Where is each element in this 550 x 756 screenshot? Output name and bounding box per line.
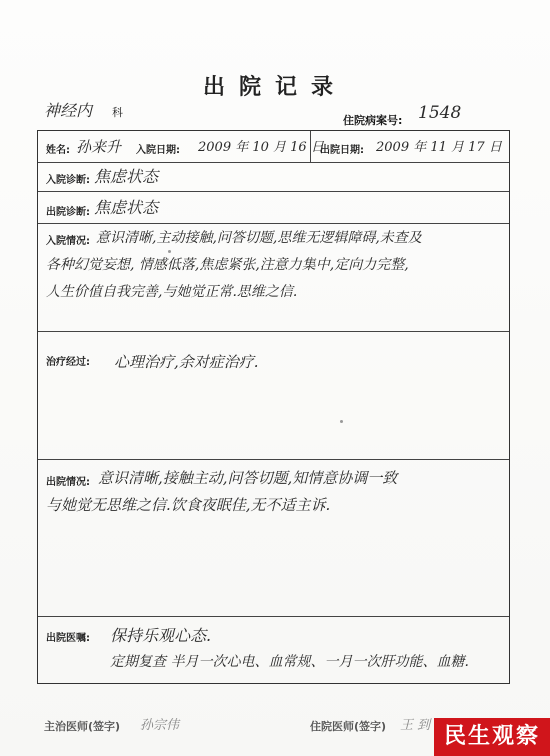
discharge-diagnosis-value: 焦虑状态 (94, 198, 159, 217)
admission-date-label: 入院日期: (136, 145, 180, 156)
divider (38, 162, 509, 163)
divider (38, 616, 509, 617)
name-label: 姓名: (46, 145, 70, 156)
divider (38, 223, 509, 224)
resident-physician-signature: 王 到 (400, 718, 431, 733)
admission-condition-label: 入院情况: (46, 236, 90, 247)
discharge-orders-line2: 定期复查 半月一次心电、血常规、一月一次肝功能、血糖. (110, 654, 469, 670)
attending-physician-label: 主治医师(签字) (44, 720, 121, 733)
record-table (37, 130, 510, 684)
discharge-orders-label: 出院医嘱: (46, 633, 90, 644)
treatment-text: 心理治疗,余对症治疗. (114, 353, 259, 371)
attending-physician-signature: 孙宗伟 (140, 718, 180, 733)
treatment-label: 治疗经过: (46, 357, 90, 368)
divider (38, 191, 509, 192)
department-handwritten: 神经内 (44, 101, 93, 120)
discharge-date-value: 2009 年 11 月 17 日 (376, 140, 502, 155)
divider (38, 331, 509, 332)
admission-diagnosis-label: 入院诊断: (46, 175, 90, 186)
record-number-value: 1548 (418, 103, 462, 123)
resident-physician-label: 住院医师(签字) (310, 720, 387, 733)
scan-speck (340, 420, 343, 423)
divider (310, 131, 311, 162)
divider (38, 459, 509, 460)
patient-name: 孙来升 (76, 138, 122, 156)
department-suffix: 科 (112, 106, 123, 119)
discharge-condition-text: 意识清晰,接触主动,问答切题,知情意协调一致 与她觉无思维之信.饮食夜眠佳,无不适主诉. (46, 469, 398, 514)
discharge-condition-label: 出院情况: (46, 477, 90, 488)
discharge-date-label: 出院日期: (320, 145, 364, 156)
watermark-badge: 民生观察 (434, 718, 550, 756)
discharge-orders-line1: 保持乐观心态. (110, 626, 212, 645)
admission-condition-text: 意识清晰,主动接触,问答切题,思维无逻辑障碍,未查及 各种幻觉妄想, 情感低落,焦虑紧张,注意力集中,定向力完整, 人生价值自我完善,与她觉正常.思维之信. (46, 230, 422, 300)
admission-date-value: 2009 年 10 月 16 日 (198, 140, 324, 155)
page-title: 出院记录 (202, 75, 347, 100)
scan-speck (168, 250, 171, 253)
record-number-label: 住院病案号: (343, 114, 403, 127)
discharge-diagnosis-label: 出院诊断: (46, 207, 90, 218)
admission-diagnosis-value: 焦虑状态 (94, 167, 159, 186)
